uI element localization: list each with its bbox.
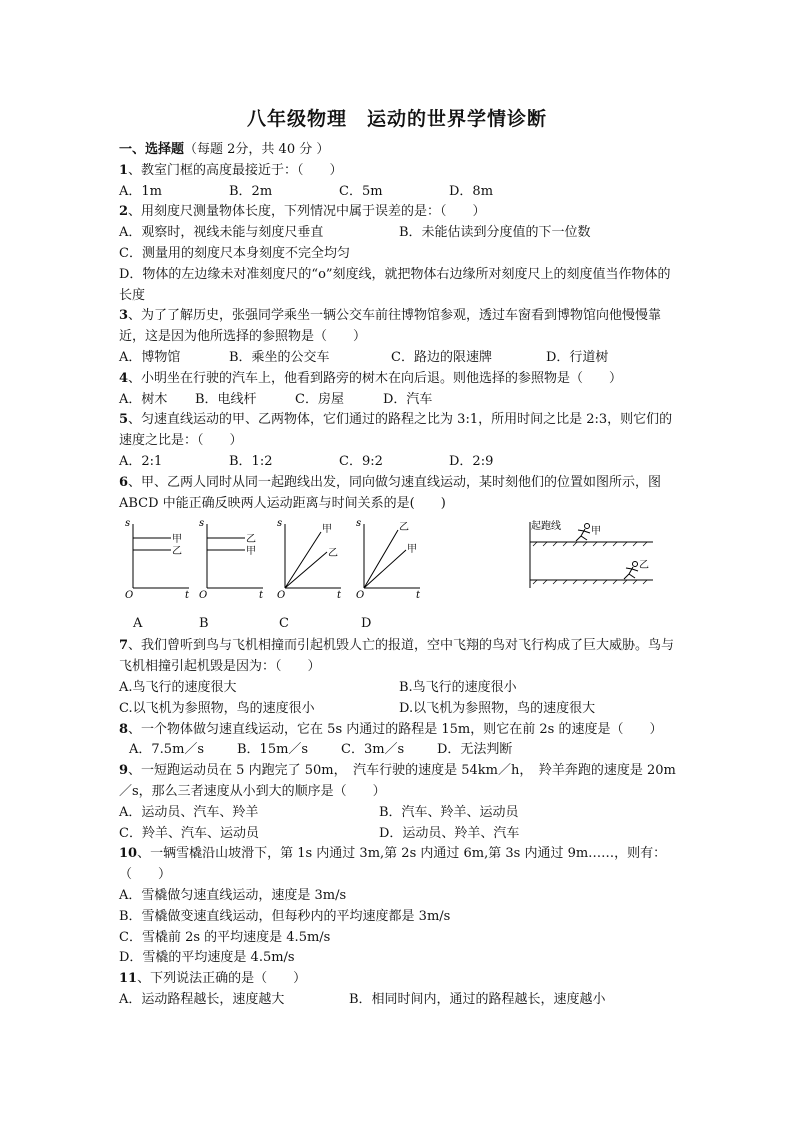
question-7	[119, 636, 679, 678]
question-stem: 、匀速直线运动的甲、乙两物体，它们通过的路程之比为 3:1，所用时间之比是 2:3，则它们的速度之比是：（ ）	[119, 412, 673, 449]
question-4	[119, 369, 679, 390]
option-b: B．2m	[229, 183, 273, 199]
question-number: 4	[119, 370, 129, 386]
question-number: 8	[119, 721, 129, 737]
option-b: B．电线杆	[195, 391, 257, 407]
figure-label-c: C	[279, 616, 289, 632]
option-b: B．未能估读到分度值的下一位数	[399, 225, 591, 241]
runner-jia-label: 甲	[591, 526, 601, 538]
axis-s: s	[199, 518, 205, 530]
option-c: C．雪橇前 2s 的平均速度是 4.5m/s	[119, 929, 331, 945]
axis-s: s	[125, 518, 131, 530]
graph-d	[354, 518, 424, 598]
runner-yi-label: 乙	[639, 560, 649, 572]
option-c: C．房屋	[295, 391, 344, 407]
figure-labels	[119, 614, 679, 634]
option-a: A．雪橇做匀速直线运动，速度是 3m/s	[119, 887, 347, 903]
option-c: C．3m／s	[341, 742, 405, 758]
option-a: A．观察时，视线未能与刻度尺垂直	[119, 225, 324, 241]
axis-t: t	[185, 590, 190, 599]
question-2-options-ab	[119, 223, 679, 244]
axis-s: s	[356, 518, 362, 530]
axis-s: s	[277, 518, 283, 530]
graph-b	[197, 518, 267, 598]
option-c: C．9:2	[339, 453, 383, 469]
option-d: D．物体的左边缘未对准刻度尺的“o”刻度线，就把物体右边缘所对刻度尺上的刻度值当作物体的长度	[119, 266, 671, 303]
question-stem: 、小明坐在行驶的汽车上，他看到路旁的树木在向后退。则他选择的参照物是（ ）	[128, 370, 623, 386]
question-stem: 、一辆雪橇沿山坡滑下，第 1s 内通过 3m,第 2s 内通过 6m,第 3s 内通过 9m……，则有：（ ）	[119, 846, 667, 883]
axis-origin: O	[199, 590, 208, 599]
option-b: B．汽车、羚羊、运动员	[379, 804, 519, 820]
axis-t: t	[337, 590, 342, 599]
option-b: B．乘坐的公交车	[229, 349, 330, 365]
option-d: D．2:9	[449, 453, 494, 469]
option-b: B．1:2	[229, 453, 273, 469]
option-a: A．树木	[119, 391, 168, 407]
question-stem: 、甲、乙两人同时从同一起跑线出发，同向做匀速直线运动，某时刻他们的位置如图所示，图 ABCD 中能正确反映两人运动距离与时间关系的是( )	[119, 474, 662, 511]
option-c: C．羚羊、汽车、运动员	[119, 825, 259, 841]
series-jia: 甲	[246, 546, 256, 558]
series-jia: 甲	[407, 544, 417, 556]
question-stem: 、为了了解历史，张强同学乘坐一辆公交车前往博物馆参观，透过车窗看到博物馆向他慢慢靠近，这是因为他所选择的参照物是（ ）	[119, 308, 662, 345]
axis-origin: O	[356, 590, 365, 599]
question-8	[119, 720, 679, 741]
option-b: B．雪橇做变速直线运动，但每秒内的平均速度都是 3m/s	[119, 908, 451, 924]
series-yi: 乙	[328, 548, 338, 560]
series-yi: 乙	[246, 534, 256, 546]
question-6	[119, 473, 679, 515]
series-yi: 乙	[172, 546, 182, 558]
option-b: B.鸟飞行的速度很小	[399, 679, 517, 695]
option-a: A．运动员、汽车、羚羊	[119, 804, 259, 820]
question-7-options-ab	[119, 678, 679, 699]
option-a: A．博物馆	[119, 349, 181, 365]
axis-origin: O	[277, 590, 286, 599]
axis-t: t	[259, 590, 264, 599]
race-illustration	[521, 518, 657, 592]
question-stem: 、我们曾听到鸟与飞机相撞而引起机毁人亡的报道，空中飞翔的鸟对飞行构成了巨大威胁。鸟与飞机相撞引起机毁是因为：（ ）	[119, 638, 675, 675]
question-5	[119, 410, 679, 452]
option-c: C．路边的限速牌	[391, 349, 492, 365]
option-d: D．汽车	[383, 391, 433, 407]
question-3-options	[119, 348, 679, 369]
question-number: 1	[119, 162, 129, 178]
question-5-options	[119, 452, 679, 473]
option-d: D．雪橇的平均速度是 4.5m/s	[119, 950, 295, 966]
question-stem: 、教室门框的高度最接近于：（ ）	[128, 162, 343, 178]
question-number: 10	[119, 846, 138, 862]
option-c: C.以飞机为参照物，鸟的速度很小	[119, 700, 315, 716]
runner-yi-icon	[624, 562, 638, 580]
question-number: 5	[119, 412, 129, 428]
section-note: （每题 2分，共 40 分 ）	[184, 142, 330, 157]
option-a: A．2:1	[119, 453, 163, 469]
question-1	[119, 161, 679, 182]
question-3	[119, 306, 679, 348]
option-d: D．行道树	[546, 349, 609, 365]
question-9-options-ab	[119, 803, 679, 824]
option-c: C．5m	[339, 183, 383, 199]
section-heading	[119, 140, 679, 161]
figure-label-d: D	[361, 616, 372, 632]
question-stem: 、用刻度尺测量物体长度，下列情况中属于误差的是：（ ）	[128, 204, 486, 220]
question-list	[119, 140, 679, 1011]
series-yi: 乙	[399, 522, 409, 534]
option-c: C．测量用的刻度尺本身刻度不完全均匀	[119, 245, 350, 261]
graph-a	[123, 518, 193, 598]
question-2	[119, 202, 679, 223]
option-a: A．7.5m／s	[129, 742, 205, 758]
question-4-options	[119, 390, 679, 411]
question-11-options	[119, 990, 679, 1011]
graph-c	[275, 518, 345, 598]
axis-origin: O	[125, 590, 134, 599]
question-stem: 、一个物体做匀速直线运动，它在 5s 内通过的路程是 15m，则它在前 2s 的速度是（ ）	[128, 721, 663, 737]
section-label: 一、选择题	[119, 142, 185, 157]
question-number: 9	[119, 763, 129, 779]
runner-jia-icon	[576, 524, 590, 542]
start-line-label: 起跑线	[531, 521, 561, 533]
option-d: D．8m	[449, 183, 494, 199]
question-6-figures	[119, 518, 679, 614]
option-d: D.以飞机为参照物，鸟的速度很大	[399, 700, 596, 716]
option-b: B．相同时间内，通过的路程越长，速度越小	[349, 991, 606, 1007]
question-number: 7	[119, 638, 129, 654]
question-number: 2	[119, 204, 129, 220]
question-stem: 、下列说法正确的是（ ）	[137, 971, 307, 987]
option-d: D．无法判断	[437, 742, 513, 758]
question-10	[119, 844, 679, 886]
question-number: 6	[119, 474, 129, 490]
question-9	[119, 761, 679, 803]
option-b: B．15m／s	[237, 742, 309, 758]
series-jia: 甲	[322, 524, 332, 536]
option-a: A．1m	[119, 183, 162, 199]
question-number: 11	[119, 971, 138, 987]
option-a: A.鸟飞行的速度很大	[119, 679, 237, 695]
question-number: 3	[119, 308, 129, 324]
question-1-options	[119, 182, 679, 203]
series-jia: 甲	[172, 534, 182, 546]
question-stem: 、一短跑运动员在 5 内跑完了 50m， 汽车行驶的速度是 54km／h， 羚羊奔跑的速度是 20m／s，那么三者速度从小到大的顺序是（ ）	[119, 763, 676, 799]
axis-t: t	[416, 590, 421, 599]
question-7-options-cd	[119, 699, 679, 720]
page-title: 八年级物理 运动的世界学情诊断	[246, 108, 547, 130]
figure-label-a: A	[133, 616, 143, 632]
question-11	[119, 969, 679, 990]
question-8-options	[119, 740, 679, 761]
figure-label-b: B	[199, 616, 209, 632]
question-9-options-cd	[119, 824, 679, 845]
option-a: A．运动路程越长，速度越大	[119, 991, 285, 1007]
option-d: D．运动员、羚羊、汽车	[379, 825, 520, 841]
